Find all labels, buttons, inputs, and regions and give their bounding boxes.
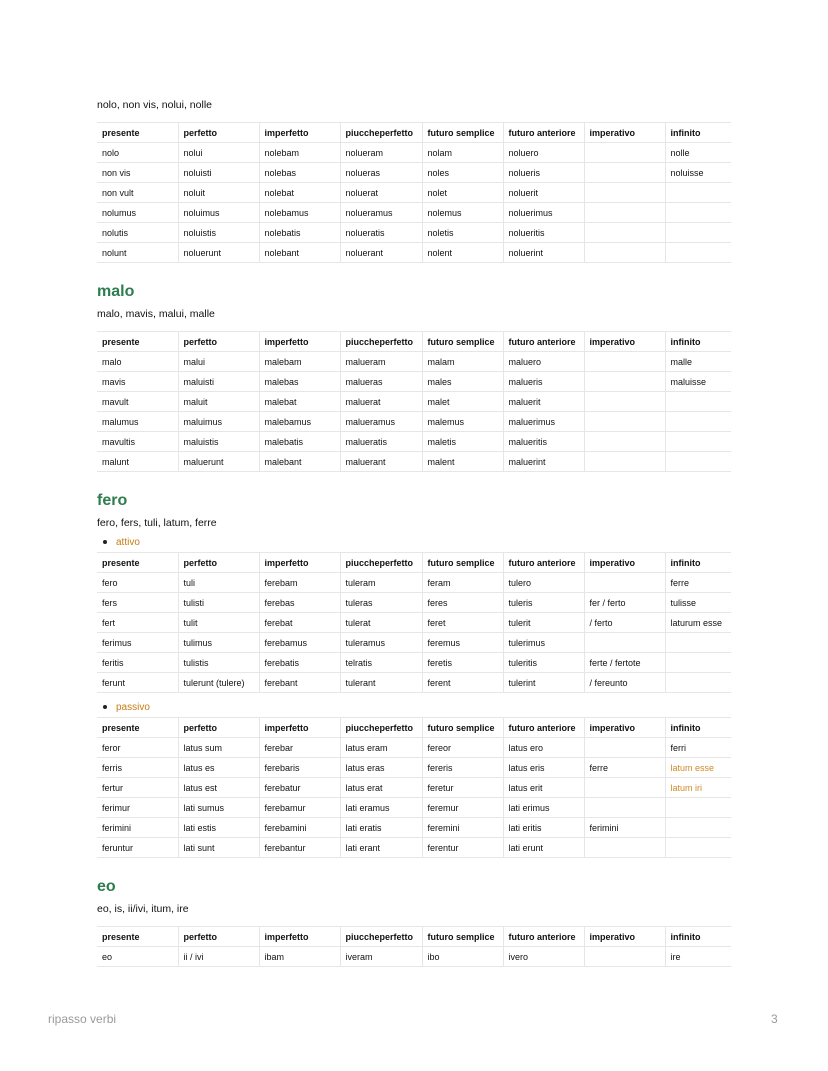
table-cell: maluerit [503,392,584,412]
column-header: imperfetto [259,718,340,738]
table-cell: latus est [178,778,259,798]
column-header: perfetto [178,123,259,143]
table-cell: noletis [422,223,503,243]
table-cell: noluimus [178,203,259,223]
column-header: futuro semplice [422,927,503,947]
column-header: perfetto [178,332,259,352]
table-cell [665,673,731,693]
table-cell: lati estis [178,818,259,838]
table-cell: mavis [97,372,178,392]
table-cell: maluerimus [503,412,584,432]
table-row [97,838,731,858]
table-cell [584,633,665,653]
table-cell: lati sumus [178,798,259,818]
table-cell: ibam [259,947,340,967]
table-cell: lati erimus [503,798,584,818]
table-cell: nolam [422,143,503,163]
table-cell: malle [665,352,731,372]
column-header: presente [97,718,178,738]
column-header: infinito [665,553,731,573]
table-cell: tulisse [665,593,731,613]
table-cell: ferebamus [259,633,340,653]
table-cell: ferimini [584,818,665,838]
table-cell: malo [97,352,178,372]
table-cell: malam [422,352,503,372]
table-row [97,818,731,838]
table-cell: tuli [178,573,259,593]
table-cell: ferimur [97,798,178,818]
table-cell: nolebatis [259,223,340,243]
bullet-icon [103,705,107,709]
table-cell: feritis [97,653,178,673]
table-cell: noluerunt [178,243,259,263]
table-cell: tulerit [503,613,584,633]
table-cell: nolunt [97,243,178,263]
column-header: futuro semplice [422,123,503,143]
table-cell: nolet [422,183,503,203]
table-cell: ferris [97,758,178,778]
table-cell: maluisse [665,372,731,392]
table-row [97,673,731,693]
table-cell: fertur [97,778,178,798]
column-header: presente [97,927,178,947]
table-cell: nolebamus [259,203,340,223]
table-cell: malebam [259,352,340,372]
table-header-row [97,123,731,143]
table-cell: fereor [422,738,503,758]
table-cell: ferebatur [259,778,340,798]
table-cell [584,738,665,758]
table-cell: tulerat [340,613,422,633]
table-cell: nolebant [259,243,340,263]
column-header: futuro anteriore [503,718,584,738]
table-cell: tulisti [178,593,259,613]
table-cell: ferre [665,573,731,593]
table-cell: tuleritis [503,653,584,673]
table-row [97,593,731,613]
table-row [97,143,731,163]
table-cell: nolle [665,143,731,163]
table-header-row [97,718,731,738]
table-cell: lati erant [340,838,422,858]
table-cell [584,452,665,472]
table-cell [665,203,731,223]
table-cell: feremur [422,798,503,818]
table-cell: malueras [340,372,422,392]
table-cell: tulerant [340,673,422,693]
table-cell: malet [422,392,503,412]
table-cell: malueram [340,352,422,372]
table-cell [665,392,731,412]
footer-doc-title: ripasso verbi [48,1012,117,1026]
table-cell: feremus [422,633,503,653]
table-cell: maluistis [178,432,259,452]
table-cell [665,798,731,818]
table-cell: ferri [665,738,731,758]
table-cell: tuleris [503,593,584,613]
table-cell [665,223,731,243]
bullet-icon [103,540,107,544]
table-cell: ferunt [97,673,178,693]
table-cell: ferre [584,758,665,778]
table-cell: ferebant [259,673,340,693]
table-cell: tulerint [503,673,584,693]
table-cell: malebant [259,452,340,472]
column-header: imperativo [584,718,665,738]
table-cell [584,432,665,452]
column-header: imperfetto [259,332,340,352]
table-cell: latus es [178,758,259,778]
nolo-table [97,122,731,263]
column-header: imperfetto [259,123,340,143]
table-cell: ferentur [422,838,503,858]
table-cell: noluerat [340,183,422,203]
table-cell: noluerit [503,183,584,203]
eo-principal-parts: eo, is, ii/ivi, itum, ire [97,903,189,915]
table-cell: mavult [97,392,178,412]
table-cell: maluero [503,352,584,372]
table-cell: latum iri [665,778,731,798]
table-cell: ferebamur [259,798,340,818]
malo-principal-parts: malo, mavis, malui, malle [97,308,215,320]
table-cell: feram [422,573,503,593]
table-cell: non vult [97,183,178,203]
table-cell: fers [97,593,178,613]
table-row [97,613,731,633]
table-cell: / fereunto [584,673,665,693]
table-cell: laturum esse [665,613,731,633]
table-cell: feror [97,738,178,758]
table-row [97,947,731,967]
table-cell: nolui [178,143,259,163]
table-cell [584,203,665,223]
table-cell: ibo [422,947,503,967]
table-cell [584,392,665,412]
column-header: infinito [665,927,731,947]
column-header: infinito [665,332,731,352]
table-cell: maluerunt [178,452,259,472]
table-cell: malui [178,352,259,372]
table-cell: malebat [259,392,340,412]
table-cell: feretis [422,653,503,673]
table-cell: telratis [340,653,422,673]
table-cell: malueritis [503,432,584,452]
table-cell: maluisti [178,372,259,392]
table-cell: ferimus [97,633,178,653]
table-cell: tulimus [178,633,259,653]
table-row [97,633,731,653]
table-cell: noluerimus [503,203,584,223]
table-row [97,432,731,452]
table-row [97,758,731,778]
table-cell: malebatis [259,432,340,452]
table-cell [584,352,665,372]
table-cell: malemus [422,412,503,432]
table-cell: nolo [97,143,178,163]
table-cell: noluero [503,143,584,163]
table-cell: malumus [97,412,178,432]
column-header: imperativo [584,553,665,573]
section-title-eo: eo [97,878,116,895]
table-cell: ferebantur [259,838,340,858]
fero-principal-parts: fero, fers, tuli, latum, ferre [97,517,217,529]
column-header: futuro anteriore [503,927,584,947]
table-cell: lati sunt [178,838,259,858]
table-cell [584,223,665,243]
table-cell [584,372,665,392]
table-cell [584,838,665,858]
table-cell [584,798,665,818]
table-cell: fert [97,613,178,633]
table-cell: maluit [178,392,259,412]
table-row [97,183,731,203]
column-header: imperativo [584,332,665,352]
table-cell: maluerint [503,452,584,472]
table-cell: ferimini [97,818,178,838]
table-cell: tulerimus [503,633,584,653]
table-cell: feretur [422,778,503,798]
eo-table [97,926,731,967]
table-cell: nolueris [503,163,584,183]
table-cell: lati eritis [503,818,584,838]
column-header: perfetto [178,553,259,573]
table-cell [665,412,731,432]
table-cell: eo [97,947,178,967]
table-cell: ferte / fertote [584,653,665,673]
table-cell: ferent [422,673,503,693]
table-cell: noluerint [503,243,584,263]
table-cell: non vis [97,163,178,183]
column-header: perfetto [178,718,259,738]
table-cell: tuleramus [340,633,422,653]
table-cell: feres [422,593,503,613]
column-header: futuro semplice [422,332,503,352]
table-cell: nolueramus [340,203,422,223]
column-header: piuccheperfetto [340,332,422,352]
column-header: perfetto [178,927,259,947]
table-cell: noluit [178,183,259,203]
table-cell: tuleras [340,593,422,613]
column-header: futuro semplice [422,553,503,573]
section-title-malo: malo [97,283,135,300]
table-cell [584,143,665,163]
table-cell [584,947,665,967]
table-cell: tulerunt (tulere) [178,673,259,693]
table-cell: feremini [422,818,503,838]
table-cell: tulero [503,573,584,593]
table-cell: lati eramus [340,798,422,818]
footer-page-number: 3 [771,1012,778,1026]
table-row [97,372,731,392]
table-row [97,392,731,412]
table-cell: ire [665,947,731,967]
table-cell: nolumus [97,203,178,223]
column-header: presente [97,123,178,143]
column-header: futuro anteriore [503,332,584,352]
table-cell: noluisti [178,163,259,183]
table-cell: nolueratis [340,223,422,243]
table-row [97,163,731,183]
table-cell [584,243,665,263]
column-header: futuro anteriore [503,123,584,143]
table-cell: malunt [97,452,178,472]
table-cell: latus eras [340,758,422,778]
table-cell [665,183,731,203]
column-header: infinito [665,123,731,143]
table-cell: lati eratis [340,818,422,838]
page-content [97,96,731,967]
table-cell: ii / ivi [178,947,259,967]
table-cell: ferebat [259,613,340,633]
table-cell: malueratis [340,432,422,452]
table-header-row [97,332,731,352]
table-cell: nolebam [259,143,340,163]
column-header: futuro anteriore [503,553,584,573]
table-cell: nolueram [340,143,422,163]
table-cell: latus erit [503,778,584,798]
table-cell [584,412,665,432]
table-cell: males [422,372,503,392]
table-cell: noluerant [340,243,422,263]
table-cell: latum esse [665,758,731,778]
table-header-row [97,553,731,573]
table-cell: nolueritis [503,223,584,243]
table-cell: malebas [259,372,340,392]
table-cell: lati erunt [503,838,584,858]
table-cell: / ferto [584,613,665,633]
table-cell [584,163,665,183]
table-cell: latus eram [340,738,422,758]
table-cell: mavultis [97,432,178,452]
table-cell: malent [422,452,503,472]
table-cell: ferebaris [259,758,340,778]
table-cell: nolemus [422,203,503,223]
table-cell: maletis [422,432,503,452]
table-cell: tulit [178,613,259,633]
table-cell [665,653,731,673]
table-cell [584,183,665,203]
table-cell: nolueras [340,163,422,183]
table-row [97,573,731,593]
section-title-fero: fero [97,492,128,509]
column-header: imperfetto [259,553,340,573]
column-header: futuro semplice [422,718,503,738]
table-cell: malueris [503,372,584,392]
column-header: presente [97,553,178,573]
table-row [97,798,731,818]
fero-passivo-label [97,697,731,717]
table-cell: noluisse [665,163,731,183]
table-row [97,243,731,263]
nolo-principal-parts: nolo, non vis, nolui, nolle [97,99,212,111]
attivo-label: attivo [116,536,140,548]
table-cell [665,243,731,263]
table-cell: ferebas [259,593,340,613]
table-cell: nolebat [259,183,340,203]
column-header: piuccheperfetto [340,123,422,143]
table-cell: ivero [503,947,584,967]
column-header: presente [97,332,178,352]
table-cell [665,452,731,472]
table-cell: fer / ferto [584,593,665,613]
table-cell: nolent [422,243,503,263]
table-cell: feret [422,613,503,633]
fero-attivo-table [97,552,731,693]
column-header: imperativo [584,123,665,143]
table-row [97,352,731,372]
table-cell: malebamus [259,412,340,432]
table-cell: latus sum [178,738,259,758]
table-cell: fereris [422,758,503,778]
table-cell: nolutis [97,223,178,243]
malo-table [97,331,731,472]
table-cell: noluistis [178,223,259,243]
column-header: piuccheperfetto [340,718,422,738]
passivo-label: passivo [116,701,150,713]
table-cell: latus ero [503,738,584,758]
table-cell [665,432,731,452]
table-cell: nolebas [259,163,340,183]
table-cell [584,573,665,593]
table-cell: maluimus [178,412,259,432]
table-row [97,452,731,472]
table-cell: tulistis [178,653,259,673]
table-cell: tuleram [340,573,422,593]
table-cell: maluerant [340,452,422,472]
table-cell: maluerat [340,392,422,412]
table-cell: iveram [340,947,422,967]
table-cell: ferebar [259,738,340,758]
column-header: piuccheperfetto [340,927,422,947]
fero-passivo-table [97,717,731,858]
table-row [97,738,731,758]
table-cell: malueramus [340,412,422,432]
table-cell: latus eris [503,758,584,778]
table-cell: ferebatis [259,653,340,673]
column-header: piuccheperfetto [340,553,422,573]
table-row [97,778,731,798]
table-cell [584,778,665,798]
fero-attivo-label [97,532,731,552]
column-header: infinito [665,718,731,738]
table-cell [665,838,731,858]
table-cell: latus erat [340,778,422,798]
table-cell: ferebamini [259,818,340,838]
table-cell: feruntur [97,838,178,858]
table-row [97,223,731,243]
table-row [97,412,731,432]
column-header: imperativo [584,927,665,947]
column-header: imperfetto [259,927,340,947]
table-cell: fero [97,573,178,593]
table-cell [665,633,731,653]
table-cell: ferebam [259,573,340,593]
table-row [97,653,731,673]
table-cell: noles [422,163,503,183]
table-cell [665,818,731,838]
table-row [97,203,731,223]
table-header-row [97,927,731,947]
